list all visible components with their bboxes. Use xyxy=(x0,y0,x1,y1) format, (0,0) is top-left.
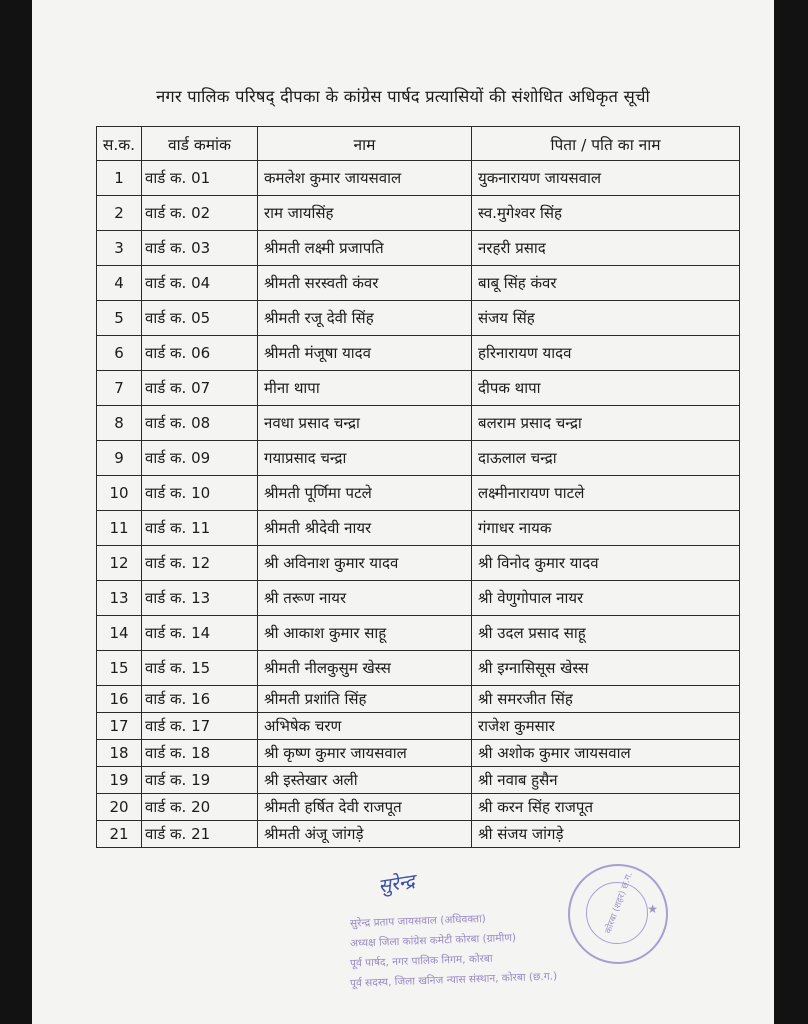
serial-cell: 6 xyxy=(97,336,142,371)
table-row xyxy=(97,581,740,616)
father-name-cell: बलराम प्रसाद चन्द्रा xyxy=(472,406,740,441)
father-name-cell: दाऊलाल चन्द्रा xyxy=(472,441,740,476)
signatory-line: अध्यक्ष जिला कांग्रेस कमेटी कोरबा (ग्रामीण) xyxy=(349,931,517,950)
name-cell: श्री तरूण नायर xyxy=(258,581,472,616)
serial-cell: 19 xyxy=(97,767,142,794)
table-row xyxy=(97,794,740,821)
ward-cell: वार्ड क. 02 xyxy=(142,196,258,231)
ward-cell: वार्ड क. 03 xyxy=(142,231,258,266)
table-row xyxy=(97,546,740,581)
serial-cell: 1 xyxy=(97,161,142,196)
handwritten-signature: सुरेन्द्र xyxy=(376,870,417,898)
table-row xyxy=(97,821,740,848)
name-cell: गयाप्रसाद चन्द्रा xyxy=(258,441,472,476)
name-cell: राम जायसिंह xyxy=(258,196,472,231)
table-row xyxy=(97,441,740,476)
name-cell: मीना थापा xyxy=(258,371,472,406)
header-serial: स.क. xyxy=(97,127,142,161)
table-row xyxy=(97,406,740,441)
ward-cell: वार्ड क. 21 xyxy=(142,821,258,848)
ward-cell: वार्ड क. 20 xyxy=(142,794,258,821)
office-seal xyxy=(568,864,668,964)
document-page xyxy=(32,0,774,1024)
ward-cell: वार्ड क. 01 xyxy=(142,161,258,196)
father-name-cell: युकनारायण जायसवाल xyxy=(472,161,740,196)
header-ward: वार्ड कमांक xyxy=(142,127,258,161)
father-name-cell: दीपक थापा xyxy=(472,371,740,406)
table-header-row xyxy=(97,127,740,161)
serial-cell: 17 xyxy=(97,713,142,740)
table-row xyxy=(97,713,740,740)
table-row xyxy=(97,616,740,651)
document-title: नगर पालिक परिषद् दीपका के कांग्रेस पार्षद प्रत्यासियों की संशोधित अधिकृत सूची xyxy=(156,87,650,106)
table-row xyxy=(97,336,740,371)
name-cell: श्री कृष्ण कुमार जायसवाल xyxy=(258,740,472,767)
ward-cell: वार्ड क. 11 xyxy=(142,511,258,546)
name-cell: अभिषेक चरण xyxy=(258,713,472,740)
ward-cell: वार्ड क. 19 xyxy=(142,767,258,794)
serial-cell: 5 xyxy=(97,301,142,336)
name-cell: श्रीमती अंजू जांगड़े xyxy=(258,821,472,848)
table-row xyxy=(97,231,740,266)
serial-cell: 20 xyxy=(97,794,142,821)
table-row xyxy=(97,266,740,301)
name-cell: श्री आकाश कुमार साहू xyxy=(258,616,472,651)
serial-cell: 15 xyxy=(97,651,142,686)
ward-cell: वार्ड क. 18 xyxy=(142,740,258,767)
serial-cell: 4 xyxy=(97,266,142,301)
name-cell: श्रीमती पूर्णिमा पटले xyxy=(258,476,472,511)
serial-cell: 7 xyxy=(97,371,142,406)
table-row xyxy=(97,161,740,196)
table-row xyxy=(97,301,740,336)
father-name-cell: श्री वेणुगोपाल नायर xyxy=(472,581,740,616)
father-name-cell: स्व.मुगेश्वर सिंह xyxy=(472,196,740,231)
father-name-cell: संजय सिंह xyxy=(472,301,740,336)
table-row xyxy=(97,476,740,511)
serial-cell: 11 xyxy=(97,511,142,546)
father-name-cell: गंगाधर नायक xyxy=(472,511,740,546)
table-row xyxy=(97,511,740,546)
table-body xyxy=(97,161,740,848)
serial-cell: 21 xyxy=(97,821,142,848)
table-row xyxy=(97,686,740,713)
name-cell: श्री इस्तेखार अली xyxy=(258,767,472,794)
father-name-cell: राजेश कुमसार xyxy=(472,713,740,740)
father-name-cell: श्री विनोद कुमार यादव xyxy=(472,546,740,581)
name-cell: श्रीमती मंजूषा यादव xyxy=(258,336,472,371)
name-cell: श्रीमती हर्षित देवी राजपूत xyxy=(258,794,472,821)
serial-cell: 9 xyxy=(97,441,142,476)
star-icon: ★ xyxy=(647,902,658,916)
name-cell: श्रीमती रजू देवी सिंह xyxy=(258,301,472,336)
father-name-cell: श्री करन सिंह राजपूत xyxy=(472,794,740,821)
name-cell: कमलेश कुमार जायसवाल xyxy=(258,161,472,196)
ward-cell: वार्ड क. 06 xyxy=(142,336,258,371)
ward-cell: वार्ड क. 14 xyxy=(142,616,258,651)
father-name-cell: बाबू सिंह कंवर xyxy=(472,266,740,301)
name-cell: श्रीमती लक्ष्मी प्रजापति xyxy=(258,231,472,266)
ward-cell: वार्ड क. 16 xyxy=(142,686,258,713)
table-row xyxy=(97,651,740,686)
father-name-cell: श्री इग्नासिसूस खेस्स xyxy=(472,651,740,686)
father-name-cell: श्री उदल प्रसाद साहू xyxy=(472,616,740,651)
table-row xyxy=(97,196,740,231)
ward-cell: वार्ड क. 05 xyxy=(142,301,258,336)
serial-cell: 13 xyxy=(97,581,142,616)
ward-cell: वार्ड क. 15 xyxy=(142,651,258,686)
serial-cell: 8 xyxy=(97,406,142,441)
ward-cell: वार्ड क. 08 xyxy=(142,406,258,441)
father-name-cell: लक्ष्मीनारायण पाटले xyxy=(472,476,740,511)
serial-cell: 14 xyxy=(97,616,142,651)
serial-cell: 10 xyxy=(97,476,142,511)
candidate-table xyxy=(96,126,740,848)
name-cell: श्रीमती सरस्वती कंवर xyxy=(258,266,472,301)
serial-cell: 3 xyxy=(97,231,142,266)
father-name-cell: श्री संजय जांगड़े xyxy=(472,821,740,848)
ward-cell: वार्ड क. 12 xyxy=(142,546,258,581)
table-row xyxy=(97,767,740,794)
father-name-cell: श्री समरजीत सिंह xyxy=(472,686,740,713)
ward-cell: वार्ड क. 07 xyxy=(142,371,258,406)
father-name-cell: श्री नवाब हुसैन xyxy=(472,767,740,794)
header-father-name: पिता / पति का नाम xyxy=(472,127,740,161)
header-name: नाम xyxy=(258,127,472,161)
table-row xyxy=(97,371,740,406)
name-cell: श्रीमती प्रशांति सिंह xyxy=(258,686,472,713)
signatory-line: पूर्व पार्षद, नगर पालिक निगम, कोरबा xyxy=(349,952,493,970)
table-row xyxy=(97,740,740,767)
father-name-cell: नरहरी प्रसाद xyxy=(472,231,740,266)
ward-cell: वार्ड क. 13 xyxy=(142,581,258,616)
serial-cell: 18 xyxy=(97,740,142,767)
father-name-cell: श्री अशोक कुमार जायसवाल xyxy=(472,740,740,767)
father-name-cell: हरिनारायण यादव xyxy=(472,336,740,371)
signatory-line: सुरेन्द्र प्रताप जायसवाल (अधिवक्ता) xyxy=(349,912,487,930)
name-cell: श्री अविनाश कुमार यादव xyxy=(258,546,472,581)
signatory-block xyxy=(350,910,557,990)
office-seal-text: कोरबा (शहर) छ.ग. xyxy=(603,870,636,936)
serial-cell: 16 xyxy=(97,686,142,713)
serial-cell: 2 xyxy=(97,196,142,231)
signatory-line: पूर्व सदस्य, जिला खनिज न्यास संस्थान, कोरबा (छ.ग.) xyxy=(349,970,558,990)
ward-cell: वार्ड क. 09 xyxy=(142,441,258,476)
name-cell: श्रीमती नीलकुसुम खेस्स xyxy=(258,651,472,686)
ward-cell: वार्ड क. 04 xyxy=(142,266,258,301)
name-cell: श्रीमती श्रीदेवी नायर xyxy=(258,511,472,546)
serial-cell: 12 xyxy=(97,546,142,581)
ward-cell: वार्ड क. 17 xyxy=(142,713,258,740)
ward-cell: वार्ड क. 10 xyxy=(142,476,258,511)
name-cell: नवधा प्रसाद चन्द्रा xyxy=(258,406,472,441)
